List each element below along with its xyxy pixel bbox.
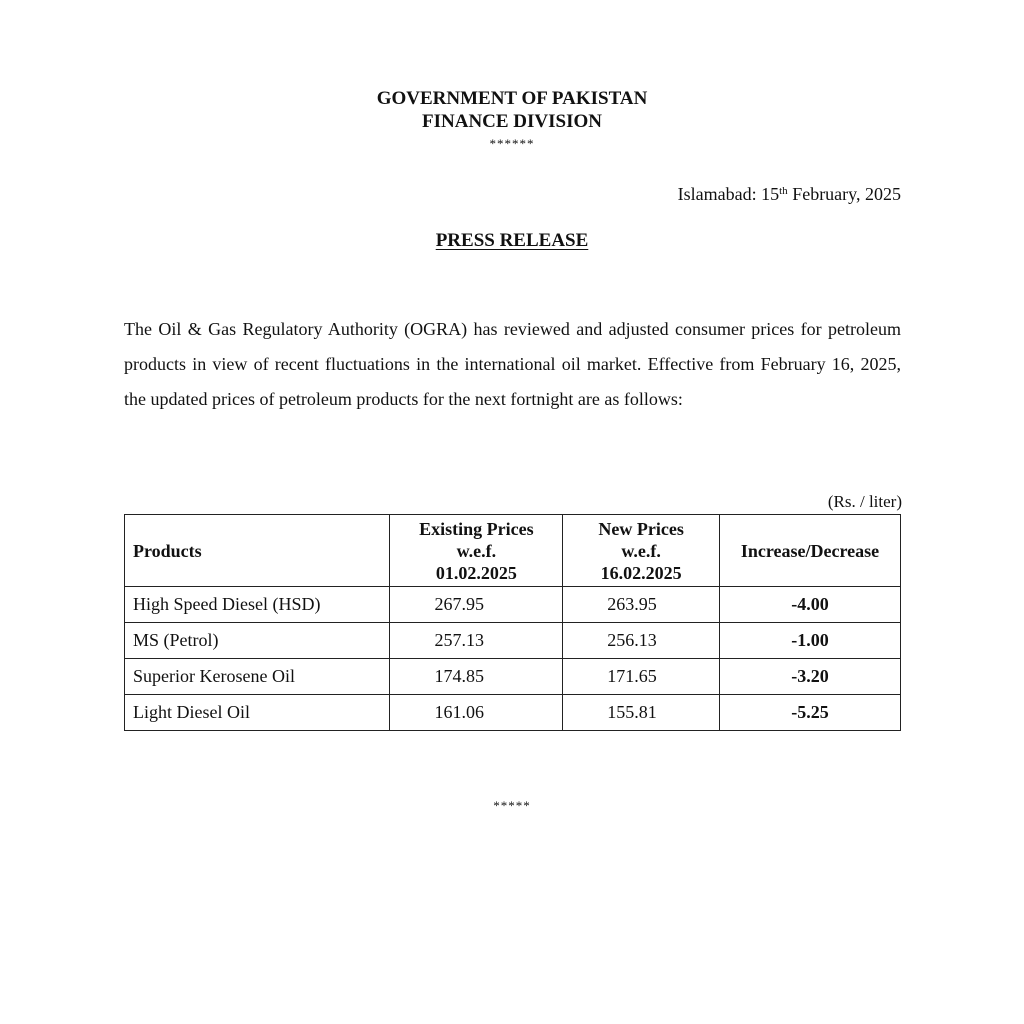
header-division: FINANCE DIVISION bbox=[422, 111, 602, 132]
cell-new-price: 256.13 bbox=[563, 623, 720, 659]
cell-existing-price: 161.06 bbox=[390, 695, 563, 731]
header-existing-l2: w.e.f. bbox=[456, 540, 497, 561]
cell-change: -1.00 bbox=[720, 623, 901, 659]
cell-change: -3.20 bbox=[720, 659, 901, 695]
price-unit-label: (Rs. / liter) bbox=[827, 492, 902, 511]
dateline bbox=[678, 182, 901, 206]
header-separator: ****** bbox=[489, 136, 535, 151]
table-row bbox=[125, 695, 901, 731]
table-row bbox=[125, 623, 901, 659]
cell-new-price: 155.81 bbox=[563, 695, 720, 731]
price-table bbox=[124, 514, 901, 731]
cell-change: -4.00 bbox=[720, 587, 901, 623]
dateline-superscript: th bbox=[779, 185, 788, 197]
footer-separator: ***** bbox=[493, 798, 531, 813]
header-new-l1: New Prices bbox=[598, 518, 684, 539]
table-row bbox=[125, 659, 901, 695]
document-title bbox=[0, 229, 1024, 253]
cell-existing-price: 174.85 bbox=[390, 659, 563, 695]
table-row bbox=[125, 587, 901, 623]
header-new-prices bbox=[563, 515, 720, 587]
dateline-suffix: February, 2025 bbox=[787, 184, 901, 204]
header-products: Products bbox=[125, 515, 390, 587]
header-existing-prices bbox=[390, 515, 563, 587]
cell-new-price: 263.95 bbox=[563, 587, 720, 623]
dateline-prefix: Islamabad: 15 bbox=[677, 184, 780, 204]
cell-product: High Speed Diesel (HSD) bbox=[125, 587, 390, 623]
cell-product: Light Diesel Oil bbox=[125, 695, 390, 731]
header-new-l3: 16.02.2025 bbox=[600, 562, 682, 583]
header-existing-l1: Existing Prices bbox=[419, 518, 534, 539]
title-text: PRESS RELEASE bbox=[435, 230, 589, 251]
table-header-row bbox=[125, 515, 901, 587]
cell-existing-price: 257.13 bbox=[390, 623, 563, 659]
body-paragraph: The Oil & Gas Regulatory Authority (OGRA) has reviewed and adjusted consumer prices for petroleum products in view of recent fluctuations in the international oil market. Effective from February 16, 2025, the updated prices of petroleum products for the next fortnight are as follows: bbox=[124, 319, 901, 409]
cell-change: -5.25 bbox=[720, 695, 901, 731]
header-increase-decrease: Increase/Decrease bbox=[720, 515, 901, 587]
header-government: GOVERNMENT OF PAKISTAN bbox=[376, 88, 648, 109]
cell-new-price: 171.65 bbox=[563, 659, 720, 695]
cell-product: MS (Petrol) bbox=[125, 623, 390, 659]
header-existing-l3: 01.02.2025 bbox=[435, 562, 517, 583]
header-new-l2: w.e.f. bbox=[621, 540, 661, 561]
cell-existing-price: 267.95 bbox=[390, 587, 563, 623]
cell-product: Superior Kerosene Oil bbox=[125, 659, 390, 695]
